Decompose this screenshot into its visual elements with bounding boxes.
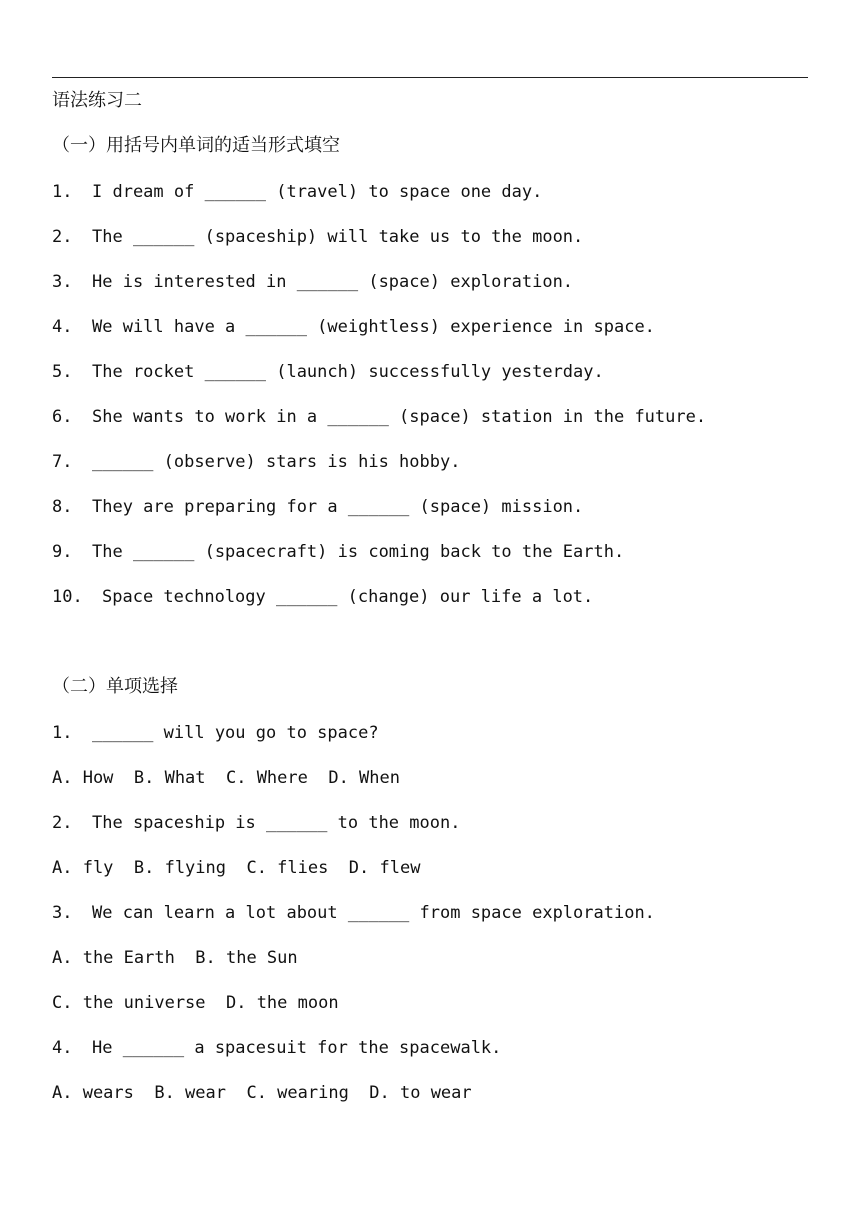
page-title: 语法练习二 (52, 90, 142, 111)
fill-item-6 (52, 406, 706, 428)
section2-heading: （二）单项选择 (52, 676, 178, 697)
question-text: The spaceship is ______ to the moon. (92, 813, 461, 833)
item-number: 3. (52, 272, 73, 292)
item-number: 7. (52, 452, 73, 472)
item-number: 6. (52, 407, 73, 427)
item-number: 1. (52, 723, 73, 743)
fill-item-1 (52, 181, 542, 203)
item-number: 4. (52, 317, 73, 337)
item-text: They are preparing for a ______ (space) mission. (92, 497, 584, 517)
item-text: Space technology ______ (change) our life a lot. (102, 587, 594, 607)
fill-item-8 (52, 496, 583, 518)
item-number: 5. (52, 362, 73, 382)
item-text: We will have a ______ (weightless) experience in space. (92, 317, 655, 337)
fill-item-3 (52, 271, 573, 293)
fill-item-5 (52, 361, 604, 383)
choice-question-1 (52, 722, 379, 744)
item-number: 4. (52, 1038, 73, 1058)
fill-item-10 (52, 586, 593, 608)
question-text: ______ will you go to space? (92, 723, 379, 743)
header-rule (52, 77, 808, 78)
section1-heading: （一）用括号内单词的适当形式填空 (52, 135, 340, 156)
fill-item-7 (52, 451, 460, 473)
item-text: The ______ (spaceship) will take us to the moon. (92, 227, 584, 247)
choice-question-4 (52, 1037, 501, 1059)
choice-question-3 (52, 902, 655, 924)
question-text: We can learn a lot about ______ from space exploration. (92, 903, 655, 923)
item-text: The rocket ______ (launch) successfully yesterday. (92, 362, 604, 382)
item-number: 8. (52, 497, 73, 517)
choice-options-4: A. wears B. wear C. wearing D. to wear (52, 1083, 472, 1103)
choice-options-2: A. fly B. flying C. flies D. flew (52, 858, 421, 878)
item-text: I dream of ______ (travel) to space one day. (92, 182, 543, 202)
item-text: She wants to work in a ______ (space) station in the future. (92, 407, 707, 427)
item-text: ______ (observe) stars is his hobby. (92, 452, 461, 472)
choice-options-1: A. How B. What C. Where D. When (52, 768, 400, 788)
item-number: 10. (52, 587, 83, 607)
choice-options-3a: A. the Earth B. the Sun (52, 948, 298, 968)
item-number: 9. (52, 542, 73, 562)
item-number: 1. (52, 182, 73, 202)
fill-item-4 (52, 316, 655, 338)
item-number: 2. (52, 813, 73, 833)
fill-item-9 (52, 541, 624, 563)
item-number: 3. (52, 903, 73, 923)
item-text: He is interested in ______ (space) exploration. (92, 272, 574, 292)
fill-item-2 (52, 226, 583, 248)
choice-options-3b: C. the universe D. the moon (52, 993, 339, 1013)
choice-question-2 (52, 812, 460, 834)
item-number: 2. (52, 227, 73, 247)
item-text: The ______ (spacecraft) is coming back to the Earth. (92, 542, 625, 562)
question-text: He ______ a spacesuit for the spacewalk. (92, 1038, 502, 1058)
